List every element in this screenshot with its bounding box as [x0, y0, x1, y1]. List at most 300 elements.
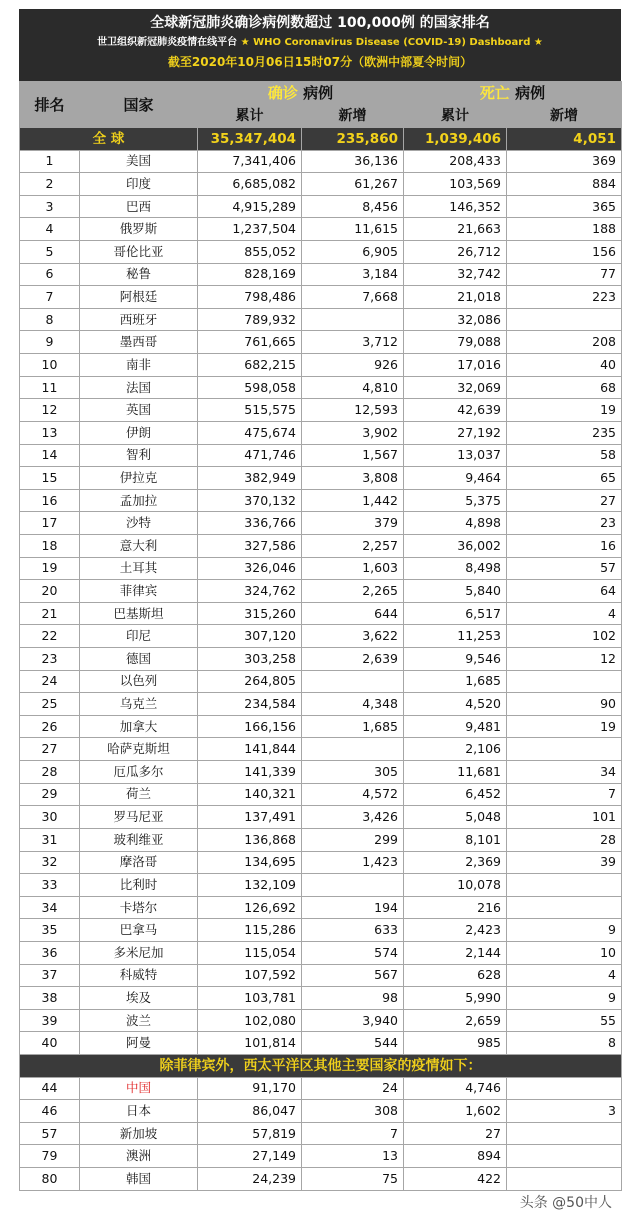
confirmed-total-cell: 307,120	[198, 625, 302, 648]
deaths-new-cell: 19	[507, 399, 622, 422]
confirmed-total-cell: 86,047	[198, 1100, 302, 1123]
confirmed-new-cell	[302, 874, 404, 897]
rank-cell: 17	[20, 512, 80, 535]
confirmed-total-cell: 103,781	[198, 987, 302, 1010]
deaths-new-cell: 8	[507, 1032, 622, 1055]
table-row	[20, 580, 622, 603]
country-cell: 罗马尼亚	[80, 806, 198, 829]
confirmed-total-cell: 166,156	[198, 715, 302, 738]
country-cell: 荷兰	[80, 783, 198, 806]
confirmed-total-cell: 126,692	[198, 896, 302, 919]
confirmed-new-cell: 75	[302, 1168, 404, 1191]
rank-cell: 25	[20, 693, 80, 716]
title-banner	[19, 9, 621, 81]
rank-cell: 5	[20, 241, 80, 264]
country-cell: 加拿大	[80, 715, 198, 738]
deaths-new-cell: 65	[507, 467, 622, 490]
deaths-new-cell: 102	[507, 625, 622, 648]
rank-cell: 7	[20, 286, 80, 309]
pacific-row	[20, 1122, 622, 1145]
confirmed-new-cell: 3,902	[302, 421, 404, 444]
confirmed-new-cell: 24	[302, 1077, 404, 1100]
rank-cell: 31	[20, 828, 80, 851]
confirmed-cumulative-header: 累计	[198, 105, 302, 128]
deaths-new-cell	[507, 738, 622, 761]
country-cell: 摩洛哥	[80, 851, 198, 874]
star-icon: ★	[533, 37, 543, 48]
deaths-total-cell: 11,253	[404, 625, 507, 648]
confirmed-new-cell: 194	[302, 896, 404, 919]
confirmed-new-cell: 1,423	[302, 851, 404, 874]
deaths-total-cell: 2,106	[404, 738, 507, 761]
deaths-new-cell: 12	[507, 648, 622, 671]
country-cell: 伊拉克	[80, 467, 198, 490]
confirmed-total-cell: 682,215	[198, 354, 302, 377]
country-cell: 波兰	[80, 1009, 198, 1032]
deaths-total-cell: 2,369	[404, 851, 507, 874]
deaths-new-cell: 68	[507, 376, 622, 399]
deaths-total-cell: 17,016	[404, 354, 507, 377]
confirmed-new-cell: 633	[302, 919, 404, 942]
confirmed-total-cell: 828,169	[198, 263, 302, 286]
deaths-new-cell	[507, 874, 622, 897]
rank-cell: 2	[20, 173, 80, 196]
column-header-row	[20, 82, 622, 105]
deaths-total-cell: 208,433	[404, 150, 507, 173]
deaths-new-cell: 101	[507, 806, 622, 829]
rank-cell: 30	[20, 806, 80, 829]
country-cell: 秘鲁	[80, 263, 198, 286]
rank-cell: 40	[20, 1032, 80, 1055]
deaths-new-cell	[507, 670, 622, 693]
deaths-new-cell: 34	[507, 761, 622, 784]
deaths-total-cell: 5,990	[404, 987, 507, 1010]
table-row	[20, 896, 622, 919]
confirmed-total-cell: 315,260	[198, 602, 302, 625]
table-row	[20, 399, 622, 422]
global-confirmed-total: 35,347,404	[198, 128, 302, 151]
deaths-new-cell	[507, 308, 622, 331]
rank-cell: 6	[20, 263, 80, 286]
confirmed-new-cell: 3,712	[302, 331, 404, 354]
table-row	[20, 715, 622, 738]
confirmed-total-cell: 326,046	[198, 557, 302, 580]
deaths-group-header: 死亡 病例	[404, 82, 622, 105]
country-cell: 菲律宾	[80, 580, 198, 603]
confirmed-new-cell: 1,603	[302, 557, 404, 580]
table-row	[20, 941, 622, 964]
rank-cell: 44	[20, 1077, 80, 1100]
deaths-total-cell: 21,018	[404, 286, 507, 309]
deaths-new-cell: 208	[507, 331, 622, 354]
deaths-new-cell: 235	[507, 421, 622, 444]
confirmed-new-cell: 4,810	[302, 376, 404, 399]
confirmed-total-cell: 57,819	[198, 1122, 302, 1145]
rank-cell: 1	[20, 150, 80, 173]
confirmed-total-cell: 136,868	[198, 828, 302, 851]
deaths-new-cell: 365	[507, 195, 622, 218]
rank-cell: 79	[20, 1145, 80, 1168]
deaths-total-cell: 8,498	[404, 557, 507, 580]
deaths-total-cell: 2,144	[404, 941, 507, 964]
rank-cell: 57	[20, 1122, 80, 1145]
confirmed-total-cell: 761,665	[198, 331, 302, 354]
table-row	[20, 173, 622, 196]
confirmed-new-cell: 61,267	[302, 173, 404, 196]
rank-cell: 16	[20, 489, 80, 512]
table-row	[20, 195, 622, 218]
table-row	[20, 693, 622, 716]
table-row	[20, 1032, 622, 1055]
rank-cell: 34	[20, 896, 80, 919]
confirmed-total-cell: 27,149	[198, 1145, 302, 1168]
rank-cell: 20	[20, 580, 80, 603]
confirmed-total-cell: 91,170	[198, 1077, 302, 1100]
deaths-total-cell: 32,742	[404, 263, 507, 286]
country-cell: 玻利维亚	[80, 828, 198, 851]
deaths-total-cell: 79,088	[404, 331, 507, 354]
confirmed-new-cell: 3,426	[302, 806, 404, 829]
deaths-new-cell: 188	[507, 218, 622, 241]
confirmed-new-cell: 7	[302, 1122, 404, 1145]
deaths-total-cell: 21,663	[404, 218, 507, 241]
country-cell: 土耳其	[80, 557, 198, 580]
rank-cell: 26	[20, 715, 80, 738]
country-cell: 法国	[80, 376, 198, 399]
deaths-total-cell: 4,746	[404, 1077, 507, 1100]
deaths-total-cell: 42,639	[404, 399, 507, 422]
global-total-row	[20, 128, 622, 151]
country-cell: 乌克兰	[80, 693, 198, 716]
star-icon: ★	[240, 37, 250, 48]
rank-cell: 27	[20, 738, 80, 761]
confirmed-new-cell: 1,442	[302, 489, 404, 512]
deaths-total-cell: 5,048	[404, 806, 507, 829]
confirmed-new-cell: 3,184	[302, 263, 404, 286]
country-cell: 巴拿马	[80, 919, 198, 942]
country-cell: 阿根廷	[80, 286, 198, 309]
confirmed-total-cell: 7,341,406	[198, 150, 302, 173]
table-row	[20, 1009, 622, 1032]
deaths-total-cell: 9,481	[404, 715, 507, 738]
deaths-new-cell: 64	[507, 580, 622, 603]
confirmed-new-cell: 3,808	[302, 467, 404, 490]
confirmed-total-cell: 140,321	[198, 783, 302, 806]
table-row	[20, 648, 622, 671]
deaths-total-cell: 32,069	[404, 376, 507, 399]
confirmed-new-cell: 36,136	[302, 150, 404, 173]
confirmed-new-cell: 13	[302, 1145, 404, 1168]
confirmed-new-cell: 4,572	[302, 783, 404, 806]
confirmed-total-cell: 101,814	[198, 1032, 302, 1055]
table-row	[20, 557, 622, 580]
section-divider-row	[20, 1054, 622, 1077]
rank-cell: 13	[20, 421, 80, 444]
deaths-new-cell	[507, 896, 622, 919]
ranking-sheet	[19, 9, 621, 1191]
deaths-total-cell: 146,352	[404, 195, 507, 218]
deaths-total-cell: 2,659	[404, 1009, 507, 1032]
confirmed-new-cell: 11,615	[302, 218, 404, 241]
confirmed-new-cell: 379	[302, 512, 404, 535]
global-label: 全 球	[20, 128, 198, 151]
table-row	[20, 421, 622, 444]
deaths-total-cell: 27,192	[404, 421, 507, 444]
confirmed-new-cell: 3,622	[302, 625, 404, 648]
rank-cell: 10	[20, 354, 80, 377]
rank-cell: 15	[20, 467, 80, 490]
deaths-new-cell: 4	[507, 964, 622, 987]
table-row	[20, 806, 622, 829]
deaths-new-cell: 27	[507, 489, 622, 512]
deaths-new-cell: 7	[507, 783, 622, 806]
confirmed-new-cell	[302, 308, 404, 331]
country-cell: 沙特	[80, 512, 198, 535]
deaths-new-cell: 90	[507, 693, 622, 716]
table-row	[20, 467, 622, 490]
watermark: 头条 @50中人	[519, 1195, 612, 1211]
deaths-total-cell: 5,375	[404, 489, 507, 512]
confirmed-total-cell: 789,932	[198, 308, 302, 331]
confirmed-group-header: 确诊 病例	[198, 82, 404, 105]
country-cell: 哈萨克斯坦	[80, 738, 198, 761]
country-cell: 美国	[80, 150, 198, 173]
country-cell: 西班牙	[80, 308, 198, 331]
table-row	[20, 874, 622, 897]
country-cell: 俄罗斯	[80, 218, 198, 241]
confirmed-new-cell: 1,685	[302, 715, 404, 738]
table-row	[20, 308, 622, 331]
country-cell: 卡塔尔	[80, 896, 198, 919]
deaths-new-cell: 3	[507, 1100, 622, 1123]
table-row	[20, 964, 622, 987]
confirmed-total-cell: 107,592	[198, 964, 302, 987]
confirmed-total-cell: 137,491	[198, 806, 302, 829]
table-row	[20, 670, 622, 693]
country-cell: 巴基斯坦	[80, 602, 198, 625]
subtitle-prefix: 世卫组织新冠肺炎疫情在线平台	[97, 37, 238, 48]
country-cell: 阿曼	[80, 1032, 198, 1055]
country-cell: 意大利	[80, 534, 198, 557]
table-row	[20, 625, 622, 648]
deaths-new-cell: 9	[507, 919, 622, 942]
confirmed-new-cell: 574	[302, 941, 404, 964]
confirmed-total-cell: 855,052	[198, 241, 302, 264]
subtitle-en: WHO Coronavirus Disease (COVID-19) Dashboard	[253, 37, 531, 48]
confirmed-total-cell: 598,058	[198, 376, 302, 399]
deaths-new-cell: 57	[507, 557, 622, 580]
deaths-total-cell: 10,078	[404, 874, 507, 897]
confirmed-total-cell: 115,054	[198, 941, 302, 964]
confirmed-total-cell: 303,258	[198, 648, 302, 671]
deaths-new-cell: 77	[507, 263, 622, 286]
rank-cell: 8	[20, 308, 80, 331]
deaths-new-cell: 369	[507, 150, 622, 173]
deaths-total-cell: 103,569	[404, 173, 507, 196]
confirmed-new-cell: 305	[302, 761, 404, 784]
rank-header: 排名	[20, 82, 80, 128]
pacific-row	[20, 1100, 622, 1123]
global-deaths-new: 4,051	[507, 128, 622, 151]
country-cell: 澳洲	[80, 1145, 198, 1168]
rank-cell: 29	[20, 783, 80, 806]
confirmed-new-cell: 7,668	[302, 286, 404, 309]
confirmed-total-cell: 327,586	[198, 534, 302, 557]
confirmed-total-cell: 515,575	[198, 399, 302, 422]
ranking-table	[19, 81, 622, 1191]
country-cell: 德国	[80, 648, 198, 671]
table-row	[20, 783, 622, 806]
confirmed-new-cell: 644	[302, 602, 404, 625]
subtitle	[19, 34, 621, 52]
confirmed-total-cell: 134,695	[198, 851, 302, 874]
country-cell: 埃及	[80, 987, 198, 1010]
confirmed-total-cell: 24,239	[198, 1168, 302, 1191]
country-cell: 多米尼加	[80, 941, 198, 964]
confirmed-new-cell: 12,593	[302, 399, 404, 422]
deaths-total-cell: 985	[404, 1032, 507, 1055]
deaths-new-cell: 16	[507, 534, 622, 557]
confirmed-total-cell: 370,132	[198, 489, 302, 512]
rank-cell: 21	[20, 602, 80, 625]
confirmed-new-cell: 1,567	[302, 444, 404, 467]
rank-cell: 3	[20, 195, 80, 218]
deaths-new-cell: 19	[507, 715, 622, 738]
country-cell: 韩国	[80, 1168, 198, 1191]
country-cell: 南非	[80, 354, 198, 377]
table-row	[20, 150, 622, 173]
deaths-new-cell	[507, 1168, 622, 1191]
deaths-total-cell: 2,423	[404, 919, 507, 942]
deaths-total-cell: 27	[404, 1122, 507, 1145]
confirmed-new-cell	[302, 738, 404, 761]
rank-cell: 11	[20, 376, 80, 399]
deaths-new-header: 新增	[507, 105, 622, 128]
deaths-total-cell: 36,002	[404, 534, 507, 557]
rank-cell: 14	[20, 444, 80, 467]
deaths-new-cell: 223	[507, 286, 622, 309]
confirmed-total-cell: 382,949	[198, 467, 302, 490]
confirmed-new-cell	[302, 670, 404, 693]
table-row	[20, 828, 622, 851]
deaths-new-cell: 58	[507, 444, 622, 467]
deaths-total-cell: 5,840	[404, 580, 507, 603]
confirmed-total-cell: 234,584	[198, 693, 302, 716]
deaths-total-cell: 4,898	[404, 512, 507, 535]
deaths-new-cell: 884	[507, 173, 622, 196]
deaths-new-cell: 39	[507, 851, 622, 874]
deaths-total-cell: 4,520	[404, 693, 507, 716]
confirmed-total-cell: 475,674	[198, 421, 302, 444]
country-cell: 伊朗	[80, 421, 198, 444]
rank-cell: 22	[20, 625, 80, 648]
table-row	[20, 489, 622, 512]
deaths-total-cell: 1,685	[404, 670, 507, 693]
confirmed-total-cell: 264,805	[198, 670, 302, 693]
country-cell: 印尼	[80, 625, 198, 648]
confirmed-new-cell: 3,940	[302, 1009, 404, 1032]
confirmed-new-cell: 8,456	[302, 195, 404, 218]
country-cell: 中国	[80, 1077, 198, 1100]
confirmed-total-cell: 471,746	[198, 444, 302, 467]
table-row	[20, 534, 622, 557]
table-row	[20, 919, 622, 942]
date-line: 截至2020年10月06日15时07分（欧洲中部夏令时间）	[167, 55, 473, 69]
rank-cell: 46	[20, 1100, 80, 1123]
country-cell: 智利	[80, 444, 198, 467]
table-row	[20, 263, 622, 286]
rank-cell: 39	[20, 1009, 80, 1032]
confirmed-new-cell: 6,905	[302, 241, 404, 264]
confirmed-new-cell: 299	[302, 828, 404, 851]
confirmed-total-cell: 1,237,504	[198, 218, 302, 241]
country-cell: 新加坡	[80, 1122, 198, 1145]
table-row	[20, 851, 622, 874]
country-cell: 孟加拉	[80, 489, 198, 512]
rank-cell: 9	[20, 331, 80, 354]
confirmed-new-cell: 4,348	[302, 693, 404, 716]
deaths-total-cell: 422	[404, 1168, 507, 1191]
deaths-total-cell: 32,086	[404, 308, 507, 331]
country-cell: 以色列	[80, 670, 198, 693]
deaths-new-cell	[507, 1145, 622, 1168]
country-cell: 厄瓜多尔	[80, 761, 198, 784]
country-cell: 哥伦比亚	[80, 241, 198, 264]
deaths-total-cell: 11,681	[404, 761, 507, 784]
table-row	[20, 987, 622, 1010]
rank-cell: 36	[20, 941, 80, 964]
deaths-total-cell: 216	[404, 896, 507, 919]
rank-cell: 18	[20, 534, 80, 557]
table-row	[20, 512, 622, 535]
confirmed-new-cell: 2,265	[302, 580, 404, 603]
confirmed-total-cell: 798,486	[198, 286, 302, 309]
section-label: 除菲律宾外，西太平洋区其他主要国家的疫情如下：	[20, 1054, 622, 1077]
rank-cell: 33	[20, 874, 80, 897]
country-cell: 日本	[80, 1100, 198, 1123]
deaths-new-cell: 10	[507, 941, 622, 964]
deaths-total-cell: 13,037	[404, 444, 507, 467]
confirmed-total-cell: 141,339	[198, 761, 302, 784]
table-row	[20, 738, 622, 761]
deaths-total-cell: 894	[404, 1145, 507, 1168]
table-row	[20, 354, 622, 377]
deaths-new-cell: 28	[507, 828, 622, 851]
country-cell: 巴西	[80, 195, 198, 218]
rank-cell: 80	[20, 1168, 80, 1191]
table-row	[20, 444, 622, 467]
table-row	[20, 331, 622, 354]
confirmed-total-cell: 132,109	[198, 874, 302, 897]
pacific-row	[20, 1145, 622, 1168]
confirmed-total-cell: 102,080	[198, 1009, 302, 1032]
rank-cell: 28	[20, 761, 80, 784]
deaths-total-cell: 6,452	[404, 783, 507, 806]
confirmed-total-cell: 336,766	[198, 512, 302, 535]
table-row	[20, 218, 622, 241]
rank-cell: 19	[20, 557, 80, 580]
confirmed-new-cell: 98	[302, 987, 404, 1010]
confirmed-new-cell: 567	[302, 964, 404, 987]
confirmed-total-cell: 115,286	[198, 919, 302, 942]
confirmed-total-cell: 141,844	[198, 738, 302, 761]
deaths-total-cell: 9,464	[404, 467, 507, 490]
deaths-total-cell: 628	[404, 964, 507, 987]
confirmed-new-cell: 2,639	[302, 648, 404, 671]
deaths-cumulative-header: 累计	[404, 105, 507, 128]
deaths-new-cell	[507, 1077, 622, 1100]
pacific-row	[20, 1077, 622, 1100]
